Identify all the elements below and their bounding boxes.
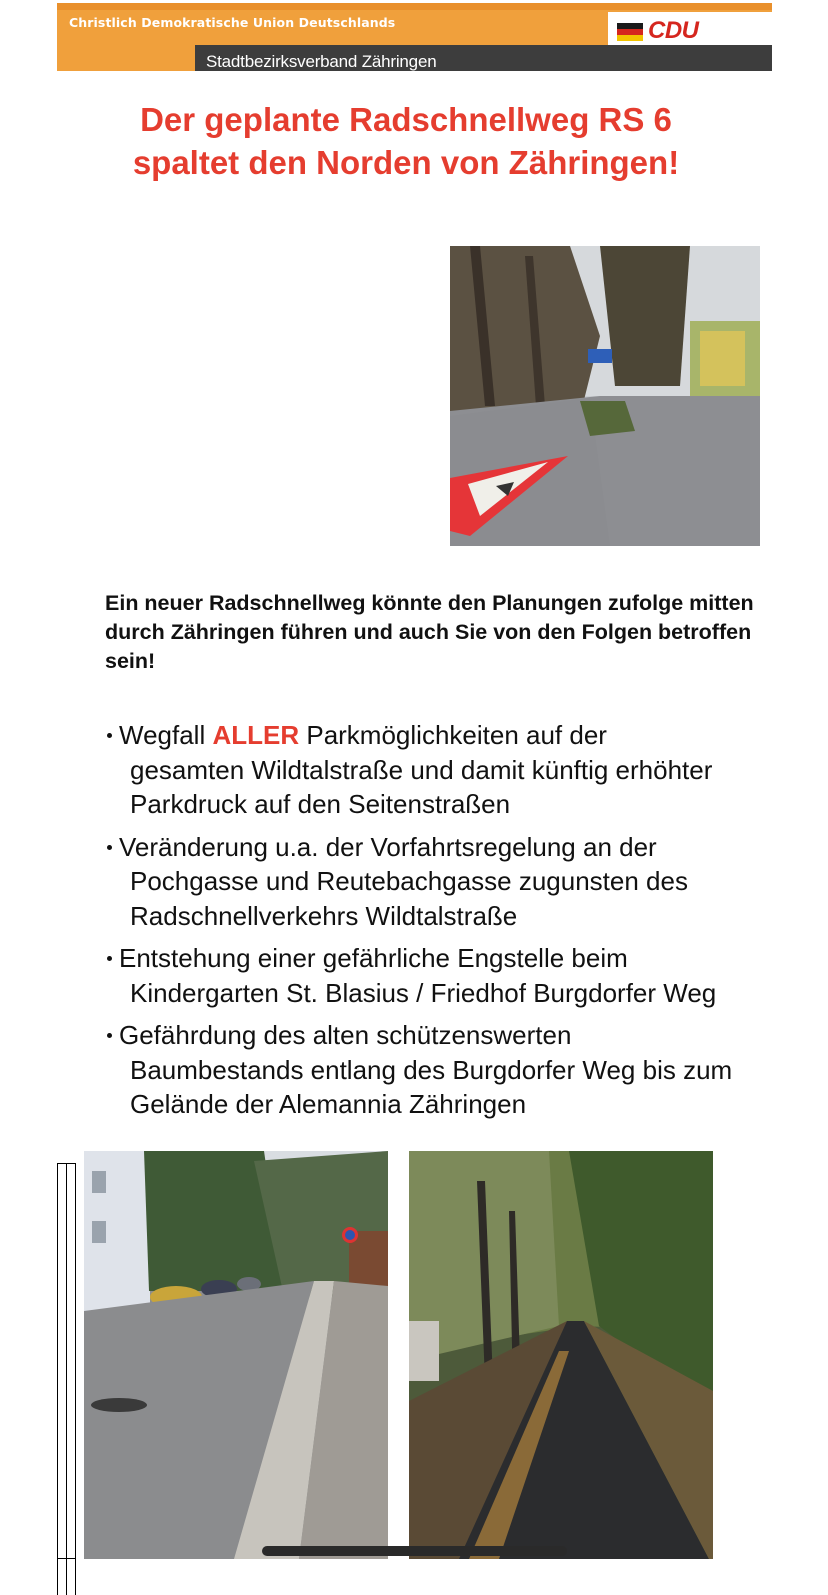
- district-name: Stadtbezirksverband Zähringen: [206, 52, 437, 71]
- subtitle-bar: [195, 45, 772, 71]
- frame-line: [57, 1163, 76, 1164]
- bullet-3-rest: Kindergarten St. Blasius / Friedhof Burgdorfer Weg: [130, 977, 717, 1008]
- bottom-right-photo: [409, 1151, 713, 1559]
- logo-text: CDU: [648, 17, 699, 44]
- intro-text: Ein neuer Radschnellweg könnte den Planungen zufolge mitten durch Zähringen führen und auch Sie von den Folgen betroffen sein!: [105, 591, 754, 673]
- impact-list: [105, 718, 785, 1130]
- bullet-4-rest: Baumbestands entlang des Burgdorfer Weg bis zum Gelände der Alemannia Zähringen: [130, 1054, 733, 1119]
- bullet-icon: [107, 733, 112, 738]
- bike-path-image: [409, 1151, 713, 1559]
- bullet-icon: [107, 845, 112, 850]
- headline: [0, 98, 812, 184]
- list-item: [105, 1018, 785, 1122]
- bullet-4-line1: Gefährdung des alten schützenswerten: [119, 1020, 572, 1050]
- bullet-1-emphasis: ALLER: [212, 720, 300, 750]
- bullet-1-rest: gesamten Wildtalstraße und damit künftig erhöhter Parkdruck auf den Seitenstraßen: [130, 754, 713, 819]
- organization-name: Christlich Demokratische Union Deutschlands: [69, 15, 396, 30]
- headline-line-1: Der geplante Radschnellweg RS 6: [140, 101, 672, 138]
- bullet-1-line1-rest: Parkmöglichkeiten auf der: [299, 720, 607, 750]
- list-item: [105, 830, 785, 934]
- bullet-2-line1: Veränderung u.a. der Vorfahrtsregelung an der: [119, 831, 657, 862]
- bullet-icon: [107, 1033, 112, 1038]
- road-scene-image: [450, 246, 760, 546]
- list-item: [105, 718, 785, 822]
- bullet-icon: [107, 956, 112, 961]
- cdu-logo: [608, 12, 772, 45]
- banner-accent-strip: [57, 3, 772, 10]
- frame-line: [75, 1163, 76, 1595]
- frame-line: [57, 1163, 58, 1595]
- bullet-2-rest: Pochgasse und Reutebachgasse zugunsten des Radschnellverkehrs Wildtalstraße: [130, 866, 688, 931]
- headline-line-2: spaltet den Norden von Zähringen!: [132, 144, 680, 181]
- bottom-left-photo: [84, 1151, 388, 1559]
- frame-line: [66, 1163, 67, 1595]
- header-banner: [57, 3, 772, 71]
- top-photo: [450, 246, 760, 546]
- street-scene-image: [84, 1151, 388, 1559]
- german-flag-icon: [617, 23, 643, 41]
- list-item: [105, 941, 785, 1010]
- scroll-indicator[interactable]: [262, 1546, 567, 1556]
- bullet-3-line1: Entstehung einer gefährliche Engstelle beim: [119, 943, 628, 973]
- bullet-1-prefix: Wegfall: [119, 720, 213, 750]
- frame-line: [57, 1558, 76, 1559]
